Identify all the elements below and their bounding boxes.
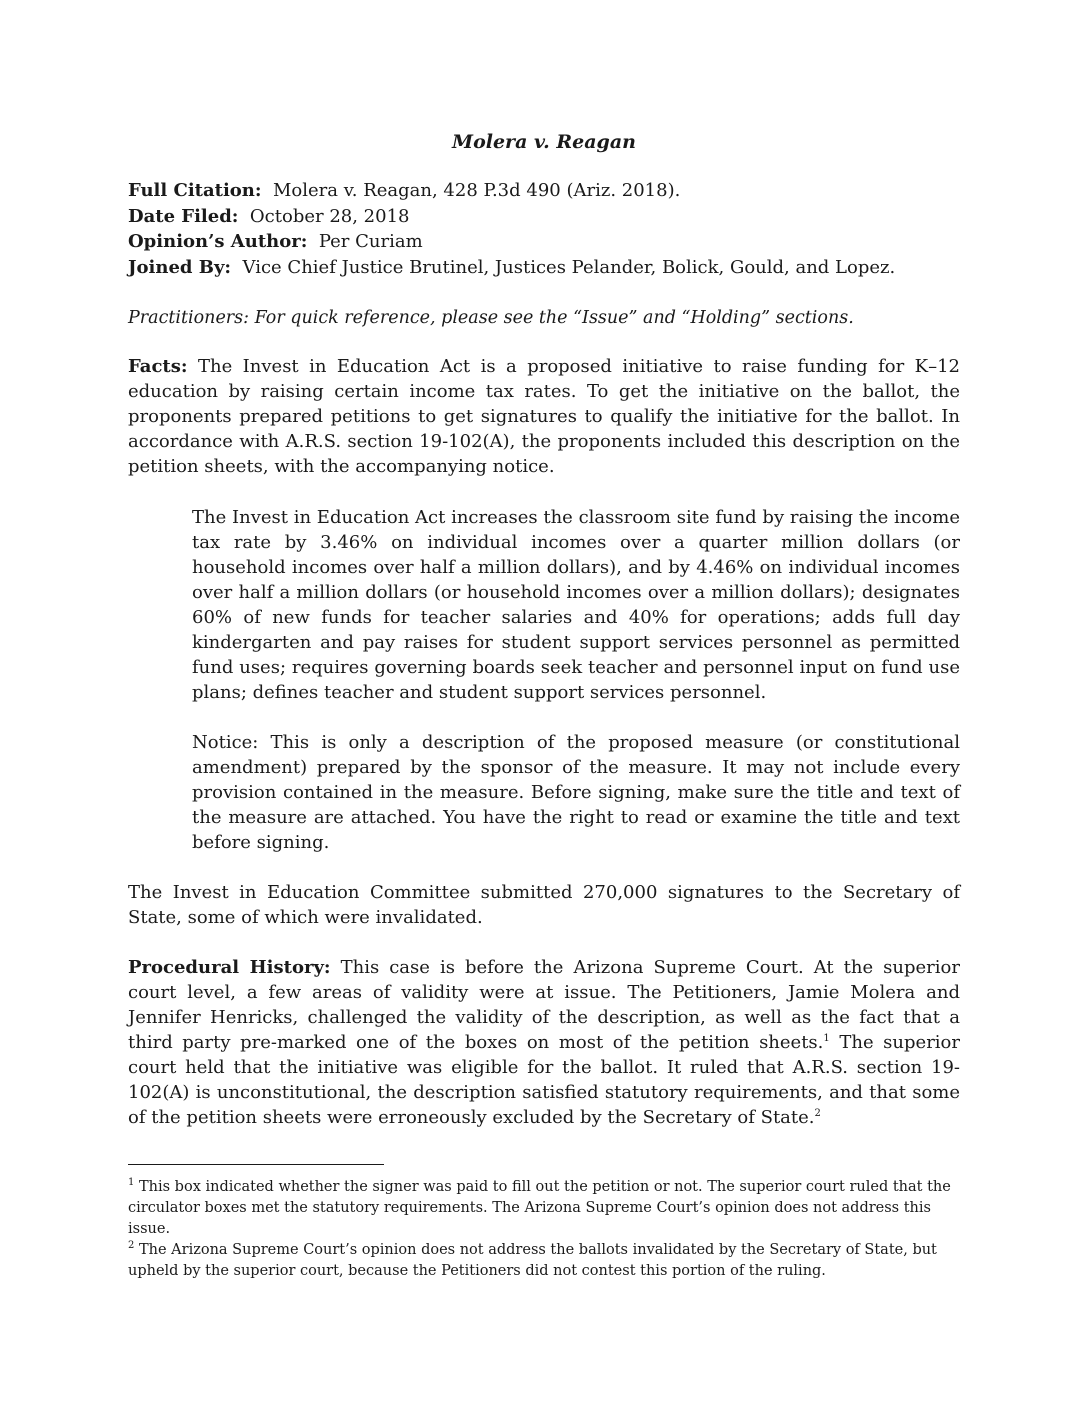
footnote-divider [128, 1164, 384, 1165]
practitioners-note: Practitioners: For quick reference, please see the “Issue” and “Holding” sections. [128, 308, 854, 328]
facts-paragraph [128, 354, 960, 479]
date-filed-value: October 28, 2018 [249, 205, 410, 227]
footnote-1-text: This box indicated whether the signer was paid to fill out the petition or not. The superior court ruled that the circulator boxes met the statutory requirements. The Arizona Supreme Court’s opinion does not address this issue. [128, 1179, 951, 1237]
footnote-1-mark: 1 [128, 1177, 135, 1189]
joined-by-value: Vice Chief Justice Brutinel, Justices Pelander, Bolick, Gould, and Lopez. [242, 256, 896, 278]
procedural-history-paragraph [128, 955, 960, 1130]
opinion-author-value: Per Curiam [318, 231, 423, 252]
joined-by-row [128, 255, 968, 281]
case-title: Molera v. Reagan [452, 131, 636, 153]
full-citation-label: Full Citation: [128, 180, 262, 201]
date-filed-label: Date Filed: [128, 205, 239, 227]
footnote-ref-2[interactable]: 2 [814, 1108, 821, 1119]
full-citation-row [128, 178, 968, 204]
footnote-1 [128, 1177, 960, 1240]
footnote-2 [128, 1240, 960, 1282]
procedural-history-text-a: This case is before the Arizona Supreme Court. At the superior court level, a few areas of validity were at issue. The Petitioners, Jamie Molera and Jennifer Henricks, challenged the validity of the description, as well as the fact that a third party pre-marked one of the boxes on most of the petition sheets. [128, 957, 960, 1053]
facts-label: Facts: [128, 356, 188, 377]
date-filed-row [128, 204, 968, 230]
notice-quote: Notice: This is only a description of the proposed measure (or constitutional amendment) prepared by the sponsor of the measure. It may not include every provision contained in the measure. Before signing, make sure the title and text of the measure are attached. You have the right to read or examine the title and text before signing. [192, 732, 960, 853]
procedural-history-label: Procedural History: [128, 957, 331, 978]
signatures-paragraph: The Invest in Education Committee submitted 270,000 signatures to the Secretary of State, some of which were invalidated. [128, 882, 960, 928]
full-citation-value: Molera v. Reagan, 428 P.3d 490 (Ariz. 2018). [272, 180, 681, 201]
facts-text: The Invest in Education Act is a proposed initiative to raise funding for K–12 education by raising certain income tax rates. To get the initiative on the ballot, the proponents prepared petitions to get signatures to qualify the initiative for the ballot. In accordance with A.R.S. section 19-102(A), the proponents included this description on the petition sheets, with the accompanying notice. [128, 356, 960, 477]
footnote-2-text: The Arizona Supreme Court’s opinion does not address the ballots invalidated by the Secretary of State, but upheld by the superior court, because the Petitioners did not contest this portion of the ruling. [128, 1242, 937, 1279]
opinion-author-row [128, 229, 968, 255]
opinion-author-label: Opinion’s Author: [128, 231, 308, 252]
procedural-history-text-b: The superior court held that the initiative was eligible for the ballot. It ruled that A.R.S. section 19-102(A) is unconstitutional, the description satisfied statutory requirements, and that some of the petition sheets were erroneously excluded by the Secretary of State. [128, 1032, 960, 1128]
joined-by-label: Joined By: [128, 256, 232, 278]
footnote-ref-1[interactable]: 1 [823, 1033, 830, 1044]
case-metadata [128, 178, 968, 280]
footnote-2-mark: 2 [128, 1240, 135, 1252]
description-quote: The Invest in Education Act increases the classroom site fund by raising the income tax rate by 3.46% on individual incomes over a quarter million dollars (or household incomes over half a million dollars), and by 4.46% on individual incomes over half a million dollars (or household incomes over a million dollars); designates 60% of new funds for teacher salaries and 40% for operations; adds full day kindergarten and pay raises for student support services personnel as permitted fund uses; requires governing boards seek teacher and personnel input on fund use plans; defines teacher and student support services personnel. [192, 507, 960, 703]
